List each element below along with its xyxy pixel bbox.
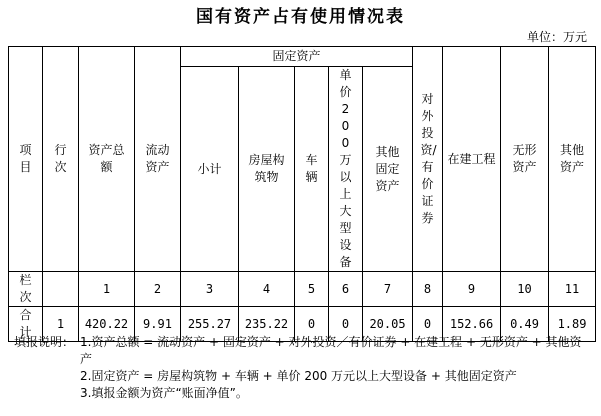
cell: 3 bbox=[181, 272, 239, 307]
cell: 255.27 bbox=[181, 307, 239, 342]
row-label-column-no: 栏次 bbox=[9, 272, 43, 307]
header-fixed-assets: 固定资产 bbox=[181, 47, 413, 67]
header-subtotal: 小计 bbox=[181, 67, 239, 272]
header-line-no: 行次 bbox=[43, 47, 79, 272]
cell: 10 bbox=[501, 272, 549, 307]
cell: 8 bbox=[413, 272, 443, 307]
cell: 2 bbox=[135, 272, 181, 307]
cell: 1.89 bbox=[549, 307, 596, 342]
cell: 0 bbox=[295, 307, 329, 342]
cell: 11 bbox=[549, 272, 596, 307]
cell: 0 bbox=[413, 307, 443, 342]
cell: 420.22 bbox=[79, 307, 135, 342]
header-item: 项目 bbox=[9, 47, 43, 272]
note-item: 1.资产总额 = 流动资产 + 固定资产 + 对外投资／有价证券 + 在建工程 + 无形资产 + 其他资产 bbox=[80, 335, 582, 366]
cell: 20.05 bbox=[363, 307, 413, 342]
cell: 0.49 bbox=[501, 307, 549, 342]
header-total-assets: 资产总额 bbox=[79, 47, 135, 272]
header-other-assets: 其他资产 bbox=[549, 47, 596, 272]
cell: 6 bbox=[329, 272, 363, 307]
cell: 9.91 bbox=[135, 307, 181, 342]
cell: 152.66 bbox=[443, 307, 501, 342]
cell: 1 bbox=[43, 307, 79, 342]
cell: 7 bbox=[363, 272, 413, 307]
header-other-fixed: 其他固定资产 bbox=[363, 67, 413, 272]
row-label-total: 合计 bbox=[9, 307, 43, 342]
note-item: 3.填报金额为资产“账面净值”。 bbox=[80, 386, 248, 400]
cell: 0 bbox=[329, 307, 363, 342]
note-item: 2.固定资产 = 房屋构筑物 + 车辆 + 单价 200 万元以上大型设备 + 其他固定资产 bbox=[80, 369, 517, 383]
header-large-equipment: 单价200万以上大型设备 bbox=[329, 67, 363, 272]
cell: 1 bbox=[79, 272, 135, 307]
column-number-row bbox=[9, 272, 596, 307]
header-construction: 在建工程 bbox=[443, 47, 501, 272]
notes-label: 填报说明： bbox=[14, 335, 75, 349]
cell bbox=[43, 272, 79, 307]
header-investments: 对外投资/有价证券 bbox=[413, 47, 443, 272]
header-buildings: 房屋构筑物 bbox=[239, 67, 295, 272]
asset-table bbox=[8, 46, 596, 342]
cell: 4 bbox=[239, 272, 295, 307]
cell: 5 bbox=[295, 272, 329, 307]
page-title: 国有资产占有使用情况表 bbox=[196, 7, 405, 27]
cell: 9 bbox=[443, 272, 501, 307]
header-intangible: 无形资产 bbox=[501, 47, 549, 272]
header-vehicles: 车辆 bbox=[295, 67, 329, 272]
cell: 235.22 bbox=[239, 307, 295, 342]
header-current-assets: 流动资产 bbox=[135, 47, 181, 272]
unit-label: 单位：万元 bbox=[526, 30, 587, 44]
